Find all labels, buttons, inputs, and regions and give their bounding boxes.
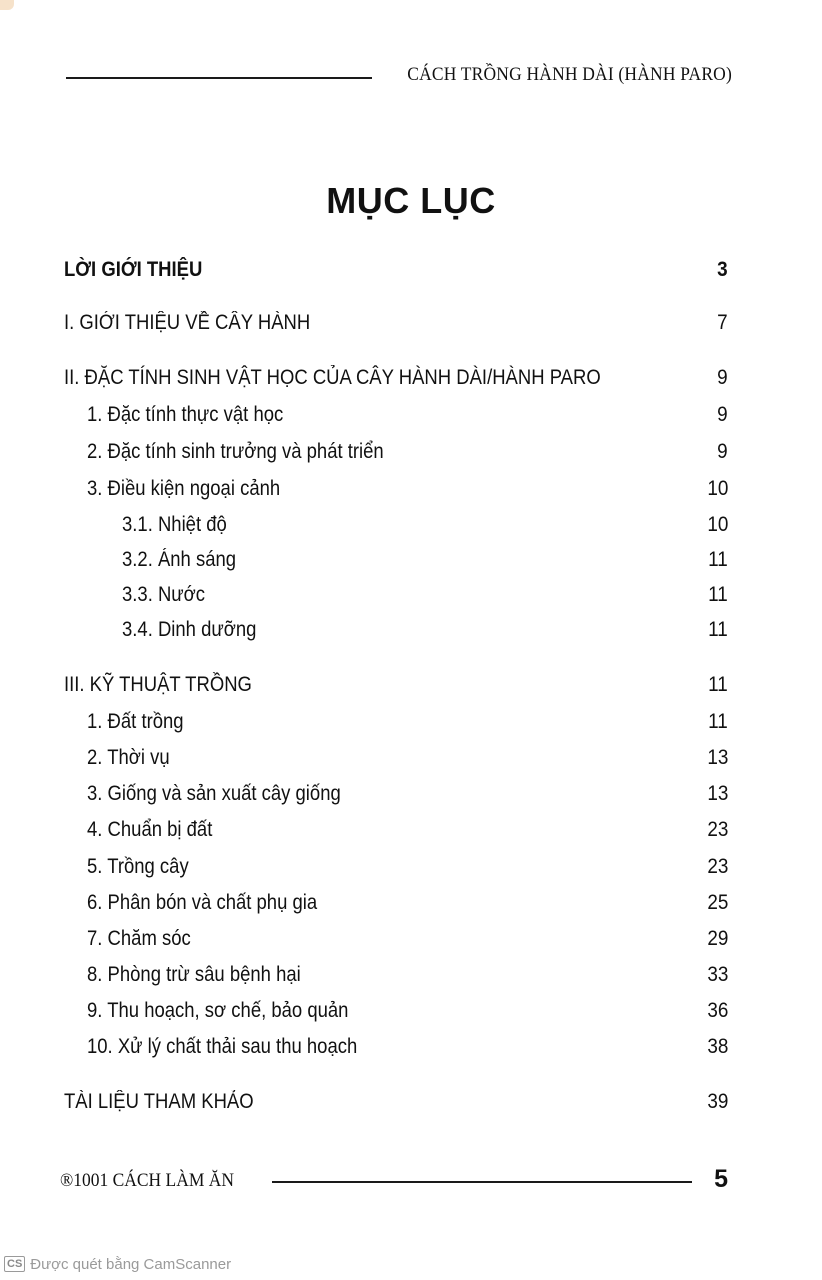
running-footer [60,1165,732,1199]
toc-entry [0,583,822,613]
toc-entry-page: 7 [717,311,728,334]
toc-entry-page: 11 [708,710,728,733]
toc-entry-label: 10. Xử lý chất thải sau thu hoạch [87,1035,358,1058]
toc-entry [0,855,822,885]
toc-entry [0,1035,822,1065]
toc-entry [0,311,822,341]
camscanner-logo-icon: CS [4,1256,25,1272]
toc-entry-page: 36 [706,999,728,1022]
toc-entry-label: III. KỸ THUẬT TRỒNG [64,673,252,696]
toc-entry [0,440,822,470]
toc-entry-page: 10 [706,513,728,536]
toc-entry-label: 6. Phân bón và chất phụ gia [87,891,318,914]
toc-entry [0,513,822,543]
toc-entry-page: 13 [706,746,728,769]
toc-entry-page: 23 [706,855,728,878]
toc-entry-page: 38 [706,1035,728,1058]
page-title: MỤC LỤC [326,180,496,221]
toc-entry-label: 1. Đất trồng [87,710,184,733]
toc-entry-page: 11 [708,548,728,571]
toc-entry-label: I. GIỚI THIỆU VỀ CÂY HÀNH [64,311,311,334]
toc-entry-page: 13 [706,782,728,805]
toc-entry-page: 25 [706,891,728,914]
toc-entry [0,818,822,848]
toc-entry [0,548,822,578]
toc-entry-label: 3.4. Dinh dưỡng [122,618,257,641]
series-title: ®1001 CÁCH LÀM ĂN [60,1170,235,1191]
toc-entry-label: 1. Đặc tính thực vật học [87,403,284,426]
toc-entry-page: 9 [717,366,728,389]
toc-entry-label: TÀI LIỆU THAM KHẢO [64,1090,254,1113]
toc-entry-label: 3.2. Ánh sáng [122,548,237,571]
toc-entry [0,618,822,648]
running-header [66,62,732,92]
toc-entry-page: 39 [706,1090,728,1113]
toc-entry-label: 3. Giống và sản xuất cây giống [87,782,341,805]
toc-entry [0,782,822,812]
toc-entry-label: 8. Phòng trừ sâu bệnh hại [87,963,301,986]
toc-entry [0,1090,822,1120]
toc-entry [0,746,822,776]
header-rule [66,77,372,79]
toc-entry-label: 4. Chuẩn bị đất [87,818,213,841]
watermark-text: Được quét bằng CamScanner [30,1255,232,1273]
toc-entry-label: II. ĐẶC TÍNH SINH VẬT HỌC CỦA CÂY HÀNH DÀI/HÀNH PARO [64,366,601,389]
toc-entry-page: 9 [717,403,728,426]
toc-entry-label: 3.3. Nước [122,583,206,606]
running-title: CÁCH TRỒNG HÀNH DÀI (HÀNH PARO) [407,64,732,85]
toc-entry-page: 11 [708,583,728,606]
toc-entry [0,258,822,288]
toc-entry [0,403,822,433]
toc-entry-page: 10 [706,477,728,500]
toc-entry-label: 7. Chăm sóc [87,927,191,950]
toc-entry [0,999,822,1029]
toc-entry-label: 9. Thu hoạch, sơ chế, bảo quản [87,999,349,1022]
toc-entry [0,673,822,703]
toc-entry-label: 2. Đặc tính sinh trưởng và phát triển [87,440,384,463]
toc-entry [0,891,822,921]
footer-rule [272,1181,692,1183]
toc-entry-page: 9 [717,440,728,463]
toc-entry [0,927,822,957]
toc-entry [0,710,822,740]
toc-entry-page: 33 [706,963,728,986]
toc-entry-label: 3.1. Nhiệt độ [122,513,227,536]
toc-entry-page: 11 [708,673,728,696]
toc-entry-label: 3. Điều kiện ngoại cảnh [87,477,281,500]
toc-entry-page: 23 [706,818,728,841]
toc-entry-page: 11 [708,618,728,641]
toc-entry [0,963,822,993]
toc-entry-page: 29 [706,927,728,950]
camscanner-watermark [4,1253,231,1275]
toc-entry [0,366,822,396]
toc-entry-label: 2. Thời vụ [87,746,170,769]
toc-entry-label: LỜI GIỚI THIỆU [64,258,203,281]
toc-entry [0,477,822,507]
toc-entry-page: 3 [717,258,728,281]
scan-artifact [0,0,14,10]
toc-entry-label: 5. Trồng cây [87,855,189,878]
page-number: 5 [714,1165,728,1193]
